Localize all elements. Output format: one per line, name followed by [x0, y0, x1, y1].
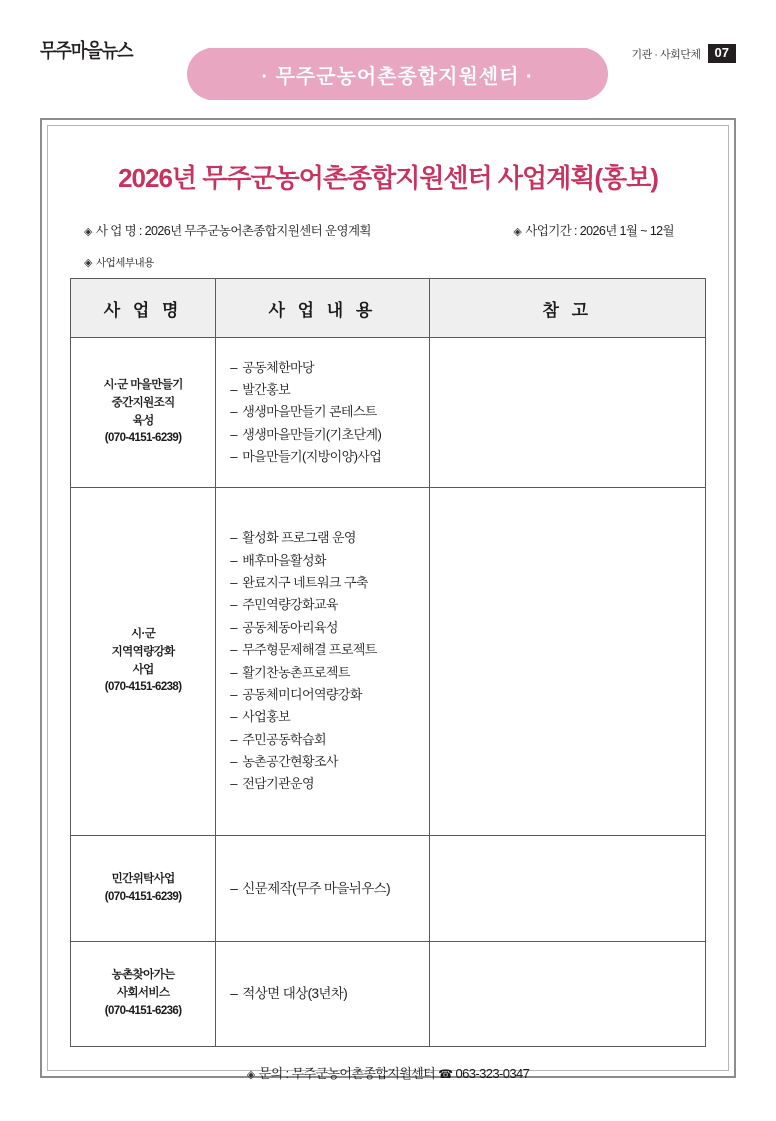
row-content-cell	[216, 488, 429, 836]
list-item	[230, 572, 418, 594]
row-name-line: 중간지원조직	[111, 396, 175, 409]
row-name-line: 시·군	[130, 627, 156, 640]
dash-icon: –	[230, 880, 238, 896]
content-frame-inner	[47, 125, 729, 1081]
table-body	[71, 338, 706, 1047]
dash-icon: –	[230, 731, 237, 747]
page-number: 07	[708, 44, 736, 63]
list-item	[230, 773, 418, 795]
dash-icon: –	[230, 686, 237, 702]
dash-icon: –	[230, 753, 237, 769]
dash-icon: –	[230, 597, 237, 613]
list-item	[230, 729, 418, 751]
content-list	[230, 877, 418, 900]
row-name-line: (070-4151-6239)	[104, 432, 182, 445]
list-item-label: 무주형문제해결 프로젝트	[242, 642, 377, 658]
row-name-line: 지역역량강화	[111, 645, 175, 658]
list-item	[230, 357, 418, 379]
list-item-label: 사업홍보	[242, 709, 291, 725]
table-row	[71, 942, 706, 1047]
row-name-cell	[71, 488, 216, 836]
row-content-cell	[216, 836, 429, 942]
page-header	[0, 0, 776, 88]
dash-icon: –	[230, 776, 237, 792]
detail-label-text: 사업세부내용	[95, 257, 154, 269]
contact-line	[70, 1063, 706, 1082]
list-item-label: 공동체동아리육성	[242, 619, 338, 635]
dash-icon: –	[230, 642, 237, 658]
table-header	[71, 279, 706, 338]
table-header-row	[71, 279, 706, 338]
column-header-name: 사 업 명	[71, 279, 216, 338]
list-item-label: 공동체한마당	[242, 359, 314, 375]
row-reference-cell	[429, 942, 705, 1047]
row-name-cell	[71, 338, 216, 488]
diamond-icon: ◈	[513, 226, 522, 238]
list-item-label: 생생마을만들기 콘테스트	[242, 404, 377, 420]
diamond-icon: ◈	[246, 1069, 255, 1081]
dash-icon: –	[230, 381, 237, 397]
row-name-line: 사회서비스	[116, 987, 170, 1000]
list-item	[230, 877, 418, 900]
list-item-label: 주민공동학습회	[242, 731, 326, 747]
row-name-line: 육성	[132, 414, 154, 427]
business-plan-table	[70, 278, 706, 1047]
list-item	[230, 617, 418, 639]
dash-icon: –	[230, 404, 237, 420]
dash-icon: –	[230, 664, 237, 680]
period-text: 사업기간 : 2026년 1월 ~ 12월	[525, 224, 674, 238]
list-item	[230, 662, 418, 684]
content-list	[230, 357, 418, 469]
contact-phone: 063-323-0347	[455, 1066, 530, 1081]
list-item	[230, 527, 418, 549]
row-content-cell	[216, 942, 429, 1047]
table-row	[71, 338, 706, 488]
dash-icon: –	[230, 449, 237, 465]
row-name-line: (070-4151-6236)	[104, 1004, 182, 1017]
row-name-cell	[71, 836, 216, 942]
content-list	[230, 982, 418, 1005]
business-name-text: 사 업 명 : 2026년 무주군농어촌종합지원센터 운영계획	[95, 224, 371, 238]
table-row	[71, 836, 706, 942]
photo-grid	[430, 661, 705, 663]
content-frame-outer	[40, 118, 736, 1081]
list-item	[230, 446, 418, 468]
row-reference-cell	[429, 488, 705, 836]
list-item-label: 활기찬농촌프로젝트	[242, 664, 350, 680]
list-item-label: 적상면 대상(3년차)	[242, 986, 348, 1002]
row-reference-cell	[429, 836, 705, 942]
page-title: 2026년 무주군농어촌종합지원센터 사업계획(홍보)	[118, 163, 658, 193]
header-category	[632, 44, 737, 63]
list-item	[230, 550, 418, 572]
dash-icon: –	[230, 709, 237, 725]
diamond-icon: ◈	[84, 257, 92, 269]
period-meta	[513, 221, 696, 239]
content-list	[230, 527, 418, 795]
column-header-content: 사 업 내 용	[216, 279, 429, 338]
row-name-line: 민간위탁사업	[111, 872, 175, 885]
list-item-label: 활성화 프로그램 운영	[242, 530, 356, 546]
list-item-label: 전담기관운영	[242, 776, 314, 792]
list-item	[230, 401, 418, 423]
category-label: 기관 · 사회단체	[631, 48, 701, 61]
section-ribbon-title: · 무주군농어촌종합지원센터 ·	[261, 65, 534, 88]
row-name-line: (070-4151-6238)	[104, 681, 182, 694]
dash-icon: –	[230, 359, 237, 375]
meta-row	[70, 221, 706, 239]
dash-icon: –	[230, 552, 237, 568]
list-item-label: 공동체미디어역량강화	[242, 686, 362, 702]
list-item-label: 배후마을활성화	[242, 552, 326, 568]
row-reference-cell	[429, 338, 705, 488]
detail-section-label	[70, 255, 706, 270]
dash-icon: –	[230, 986, 238, 1002]
phone-icon: ☎	[438, 1067, 453, 1081]
list-item-label: 주민역량강화교육	[242, 597, 338, 613]
table-row	[71, 488, 706, 836]
list-item-label: 완료지구 네트워크 구축	[242, 575, 368, 591]
row-content-cell	[216, 338, 429, 488]
publication-logo: 무주마을뉴스	[40, 39, 133, 63]
list-item-label: 생생마을만들기(기초단계)	[242, 426, 382, 442]
list-item	[230, 751, 418, 773]
list-item	[230, 706, 418, 728]
list-item-label: 농촌공간현황조사	[242, 753, 338, 769]
list-item	[230, 639, 418, 661]
list-item	[230, 594, 418, 616]
row-name-cell	[71, 942, 216, 1047]
dash-icon: –	[230, 619, 237, 635]
row-name-line: 시·군 마을만들기	[103, 378, 183, 391]
row-name-line: 농촌찾아가는	[111, 969, 175, 982]
business-name-meta	[84, 221, 371, 239]
dash-icon: –	[230, 426, 237, 442]
list-item-label: 신문제작(무주 마을뉘우스)	[242, 880, 391, 896]
list-item	[230, 982, 418, 1005]
contact-label: 문의 : 무주군농어촌종합지원센터	[258, 1066, 436, 1081]
dash-icon: –	[230, 575, 237, 591]
row-name-line: (070-4151-6239)	[104, 890, 182, 903]
list-item	[230, 684, 418, 706]
section-ribbon	[205, 48, 590, 100]
dash-icon: –	[230, 530, 237, 546]
list-item	[230, 379, 418, 401]
list-item-label: 발간홍보	[242, 381, 291, 397]
column-header-reference: 참 고	[429, 279, 705, 338]
diamond-icon: ◈	[84, 226, 92, 238]
list-item	[230, 424, 418, 446]
list-item-label: 마을만들기(지방이양)사업	[242, 449, 382, 465]
row-name-line: 사업	[132, 663, 154, 676]
